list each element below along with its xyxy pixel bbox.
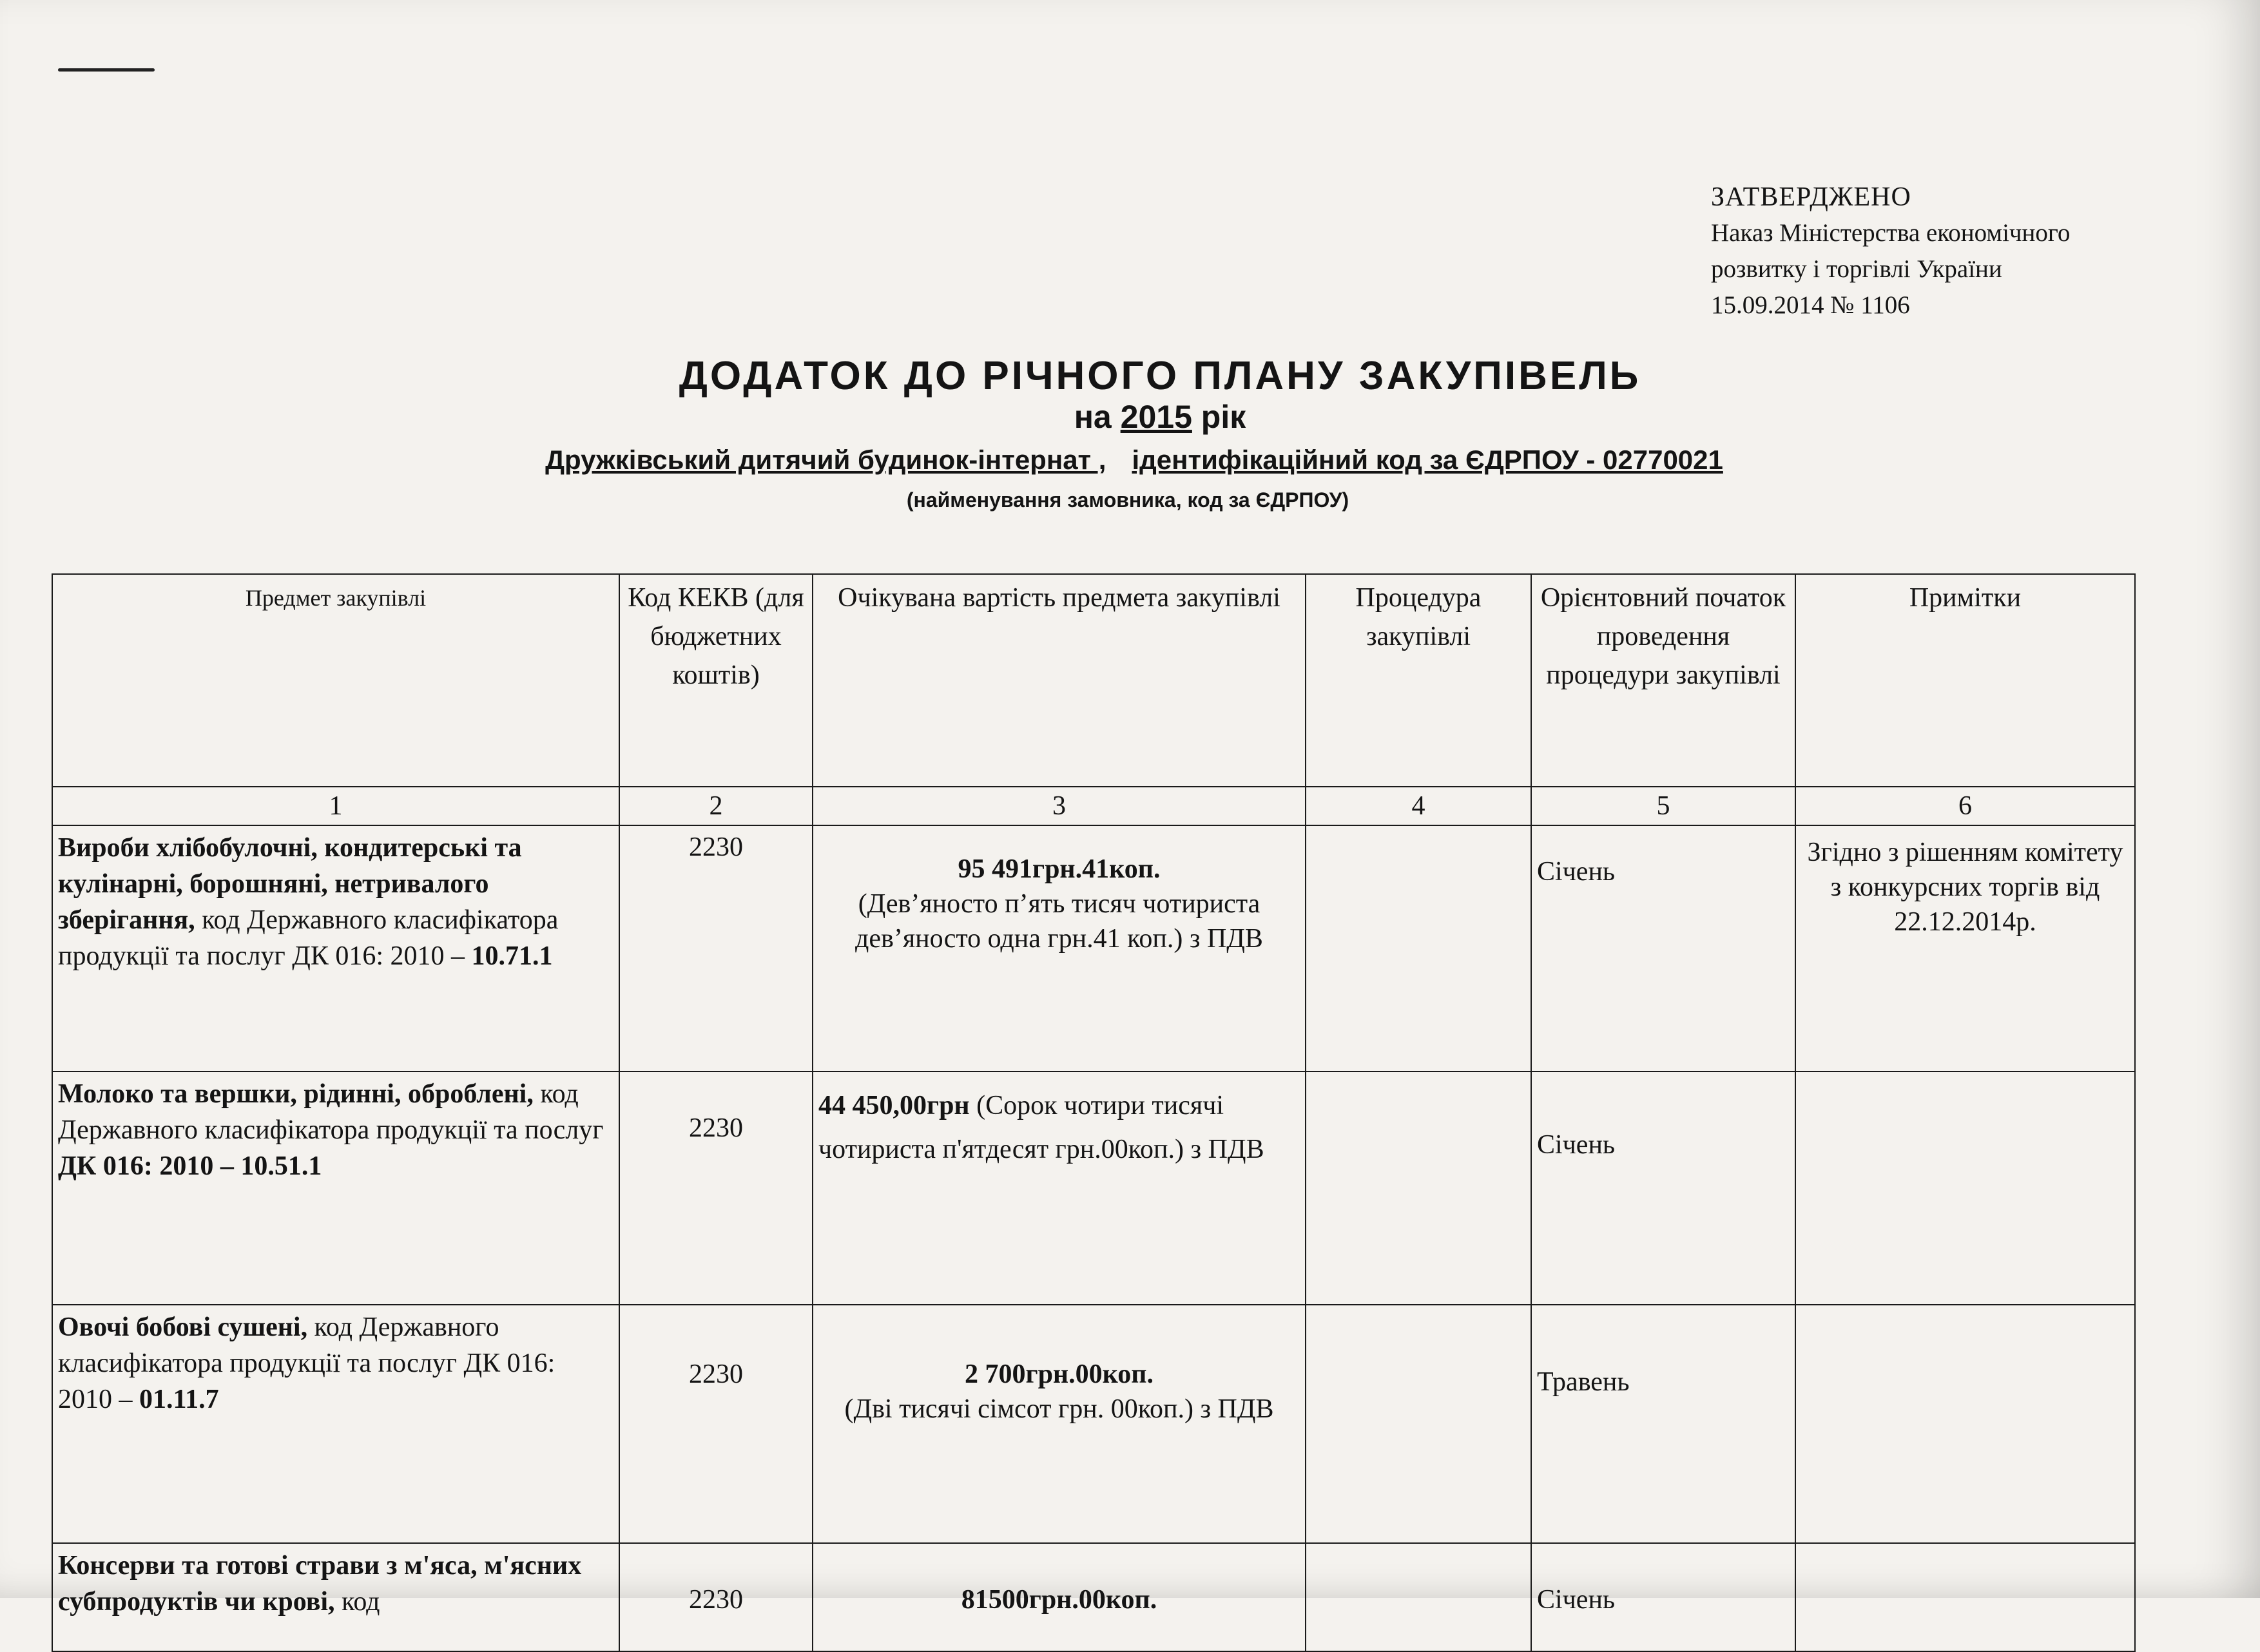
plan-year — [934, 398, 1386, 436]
table-row — [52, 1305, 2135, 1543]
subject-cell — [52, 1305, 619, 1543]
approval-line: 15.09.2014 № 1106 — [1711, 291, 1910, 319]
start-cell: Травень — [1531, 1305, 1795, 1543]
column-number-row — [52, 787, 2135, 825]
cost-in-words: (Сорок чотири тисячі чотириста п'ятдесят грн.00коп.) з ПДВ — [818, 1091, 1264, 1164]
kekv-cell: 2230 — [619, 825, 813, 1071]
column-number: 5 — [1531, 787, 1795, 825]
subject-code: 01.11.7 — [139, 1385, 219, 1414]
customer-caption: (найменування замовника, код за ЄДРПОУ) — [906, 488, 1349, 512]
cost-in-words: (Дві тисячі сімсот грн. 00коп.) з ПДВ — [844, 1394, 1274, 1424]
kekv-cell: 2230 — [619, 1543, 813, 1651]
start-cell: Січень — [1531, 825, 1795, 1071]
approval-line: розвитку і торгівлі України — [1711, 255, 2002, 283]
approval-stamp — [1711, 179, 2175, 323]
subject-classifier: код Державного класифікатора продукції та послуг ДК 016: 2010 – — [58, 1312, 555, 1414]
cost-amount: 81500грн.00коп. — [961, 1585, 1157, 1615]
column-header: Код КЕКВ (для бюджетних коштів) — [619, 574, 813, 787]
column-number: 6 — [1795, 787, 2135, 825]
table-row — [52, 825, 2135, 1071]
column-header: Очікувана вартість предмета закупівлі — [813, 574, 1306, 787]
cost-cell — [813, 1305, 1306, 1543]
subject-classifier: код — [342, 1587, 380, 1617]
start-cell: Січень — [1531, 1543, 1795, 1651]
cost-amount: 44 450,00грн — [818, 1091, 970, 1120]
year-suffix: рік — [1201, 399, 1246, 435]
kekv-cell: 2230 — [619, 1071, 813, 1305]
year-value: 2015 — [1120, 399, 1192, 435]
column-number: 2 — [619, 787, 813, 825]
subject-name: Консерви та готові страви з м'яса, м'ясних субпродуктів чи крові, — [58, 1551, 582, 1617]
subject-cell — [52, 1543, 619, 1651]
notes-cell: Згідно з рішенням комітету з конкурсних торгів від 22.12.2014р. — [1795, 825, 2135, 1071]
cost-in-words: (Дев’яносто п’ять тисяч чотириста дев’яносто одна грн.41 коп.) з ПДВ — [855, 889, 1263, 954]
subject-classifier: код Державного класифікатора продукції та послуг — [58, 1079, 604, 1145]
document-title: ДОДАТОК ДО РІЧНОГО ПЛАНУ ЗАКУПІВЕЛЬ — [679, 354, 1641, 398]
cost-cell — [813, 1543, 1306, 1651]
cost-amount: 95 491грн.41коп. — [958, 854, 1161, 884]
column-header: Примітки — [1795, 574, 2135, 787]
column-number: 3 — [813, 787, 1306, 825]
cost-cell — [813, 1071, 1306, 1305]
customer-name: Дружківський дитячий будинок-інтернат , — [545, 445, 1106, 475]
column-header: Орієнтовний початок проведення процедури закупівлі — [1531, 574, 1795, 787]
procedure-cell — [1306, 1543, 1531, 1651]
bleed-through — [77, 142, 657, 410]
table-row — [52, 1071, 2135, 1305]
column-header: Предмет закупівлі — [52, 574, 619, 787]
procedure-cell — [1306, 1305, 1531, 1543]
column-number: 1 — [52, 787, 619, 825]
subject-name: Овочі бобові сушені, — [58, 1312, 308, 1342]
column-number: 4 — [1306, 787, 1531, 825]
kekv-cell: 2230 — [619, 1305, 813, 1543]
subject-name: Молоко та вершки, рідинні, оброблені, — [58, 1079, 534, 1109]
procedure-cell — [1306, 825, 1531, 1071]
procurement-table — [52, 573, 2136, 1652]
approval-title: ЗАТВЕРДЖЕНО — [1711, 182, 1911, 212]
cost-amount: 2 700грн.00коп. — [965, 1359, 1154, 1389]
subject-code: ДК 016: 2010 – 10.51.1 — [58, 1151, 322, 1181]
corner-mark — [58, 68, 155, 72]
procedure-cell — [1306, 1071, 1531, 1305]
table-row — [52, 1543, 2135, 1651]
column-header: Процедура закупівлі — [1306, 574, 1531, 787]
subject-code: 10.71.1 — [471, 941, 553, 971]
approval-line: Наказ Міністерства економічного — [1711, 219, 2071, 247]
notes-cell — [1795, 1305, 2135, 1543]
year-prefix: на — [1074, 399, 1112, 435]
subject-name: Вироби хлібобулочні, кондитерські та кулінарні, борошняні, нетривалого зберігання, — [58, 833, 522, 935]
edrpou-code: ідентифікаційний код за ЄДРПОУ - 02770021 — [1132, 445, 1723, 475]
subject-cell — [52, 1071, 619, 1305]
cost-cell — [813, 825, 1306, 1071]
notes-cell — [1795, 1071, 2135, 1305]
customer-line — [438, 445, 1830, 475]
start-cell: Січень — [1531, 1071, 1795, 1305]
subject-classifier: код Державного класифікатора продукції та послуг ДК 016: 2010 – — [58, 905, 559, 971]
notes-cell — [1795, 1543, 2135, 1651]
table-header-row — [52, 574, 2135, 787]
subject-cell — [52, 825, 619, 1071]
